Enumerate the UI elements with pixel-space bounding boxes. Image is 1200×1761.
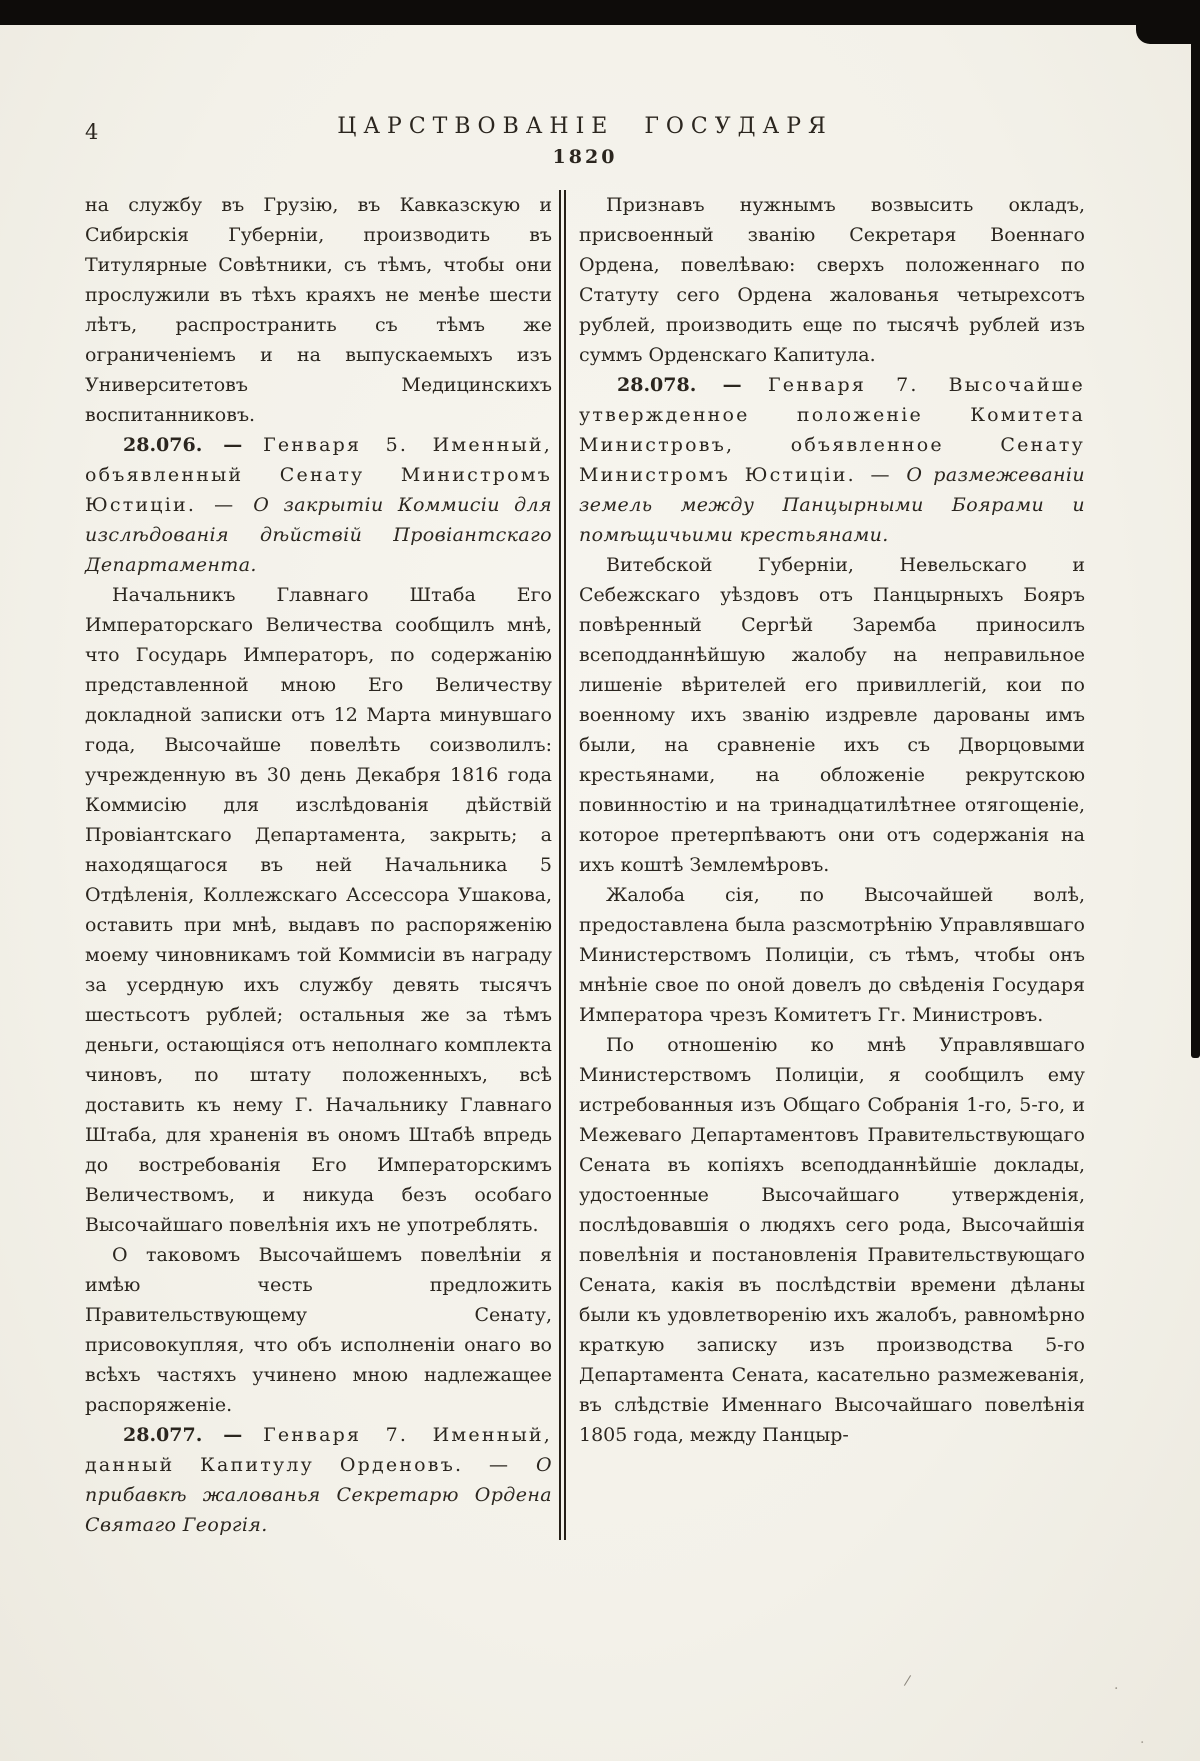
column-divider (559, 190, 566, 1540)
law-28078-number: 28.078. — (617, 374, 769, 396)
scan-speck: · (1140, 1735, 1145, 1751)
body-paragraph: Начальникъ Главнаго Штаба Его Императорскаго Величества сообщилъ мнѣ, что Государь Императоръ, по содержанію представленной мною Его Величеству докладной записки отъ 12 Марта минувшаго года, Высочайше повелѣть соизволилъ: учрежденную въ 30 день Декабря 1816 года Коммисію для изслѣдованія дѣйствій Провіантскаго Департамента, закрыть; а находящагося въ ней Начальника 5 Отдѣленія, Коллежскаго Ассессора Ушакова, оставить при мнѣ, выдавъ по распоряженію моему чиновникамъ той Коммисіи въ награду за усердную ихъ службу девять тысячъ шестьсотъ рублей; остальныя же за тѣмъ деньги, остающіяся отъ неполнаго комплекта чиновъ, по штату положенныхъ, всѣ доставить къ нему Г. Начальнику Главнаго Штаба, для храненія въ ономъ Штабѣ впредь до востребованія Его Императорскимъ Величествомъ, и никуда безъ особаго Высочайшаго повелѣнія ихъ не употреблять. (85, 584, 552, 1236)
body-paragraph: Жалоба сія, по Высочайшей волѣ, предоставлена была разсмотрѣнію Управлявшаго Министерствомъ Полиціи, съ тѣмъ, чтобы онъ мнѣніе свое по оной довелъ до свѣденія Государя Императора чрезъ Комитетъ Гг. Министровъ. (579, 884, 1085, 1026)
continuation-paragraph: на службу въ Грузію, въ Кавказскую и Сибирскія Губерніи, производить въ Титулярные Совѣтники, съ тѣмъ, чтобы они прослужили въ тѣхъ краяхъ не менѣе шести лѣтъ, распространить съ тѣмъ же ограниченіемъ и на выпускаемыхъ изъ Университетовъ Медицинскихъ воспитанниковъ. (85, 194, 552, 426)
law-28076-heading (85, 430, 552, 580)
page-number: 4 (85, 120, 100, 144)
scan-edge-top (0, 0, 1200, 25)
right-column (579, 190, 1085, 1540)
law-28076-number: 28.076. — (123, 434, 264, 456)
law-28077-heading (85, 1420, 552, 1540)
law-28076-title: О закрытіи Коммисіи для изслѣдованія дѣйствій Провіантскаго Департамента. (85, 494, 552, 576)
law-28077-type: Генваря 7. Именный, данный Капитулу Орденовъ. — (85, 1424, 552, 1476)
law-28076-type: Генваря 5. Именный, объявленный Сенату Министромъ Юстиціи. — (85, 434, 552, 516)
page-header (85, 114, 1085, 168)
running-title: ЦАРСТВОВАНІЕ ГОСУДАРЯ (337, 114, 833, 139)
law-28077-title: О прибавкѣ жалованья Секретарю Ордена Святаго Георгія. (85, 1454, 552, 1536)
body-paragraph: Витебской Губерніи, Невельскаго и Себежскаго уѣздовъ отъ Панцырныхъ Бояръ повѣренный Сергѣй Заремба приносилъ всеподданнѣйшую жалобу на неправильное лишеніе вѣрителей его привиллегій, кои по военному ихъ званію издревле дарованы имъ были, на сравненіе ихъ съ Дворцовыми крестьянами, на обложеніе рекрутскою повинностію и на тринадцатилѣтнее отягощеніе, которое претерпѣваютъ они отъ содержанія на ихъ коштѣ Землемѣровъ. (579, 554, 1085, 876)
law-28078-type: Генваря 7. Высочайше утвержденное положеніе Комитета Министровъ, объявленное Сенату Министромъ Юстиціи. — (579, 374, 1085, 486)
text-columns (85, 190, 1085, 1540)
body-paragraph: По отношенію ко мнѣ Управлявшаго Министерствомъ Полиціи, я сообщилъ ему истребованныя изъ Общаго Собранія 1-го, 5-го, и Межеваго Департаментовъ Правительствующаго Сената въ копіяхъ всеподданнѣйшіе доклады, удостоенные Высочайшаго утвержденія, послѣдовавшія о людяхъ сего рода, Высочайшія повелѣнія и постановленія Правительствующаго Сената, какія въ послѣдствіи времени дѣланы были къ удовлетворенію ихъ жалобъ, равномѣрно краткую записку изъ производства 5-го Департамента Сената, касательно размежеванія, въ слѣдствіе Именнаго Высочайшаго повелѣнія 1805 года, между Панцыр- (579, 1034, 1085, 1446)
body-paragraph: Признавъ нужнымъ возвысить окладъ, присвоенный званію Секретаря Военнаго Ордена, повелѣваю: сверхъ положеннаго по Статуту сего Ордена жалованья четырехсотъ рублей, производить еще по тысячѣ рублей изъ суммъ Орденскаго Капитула. (579, 194, 1085, 366)
scan-speck: / (903, 1672, 912, 1690)
scan-edge-right (1191, 0, 1200, 1058)
body-paragraph: О таковомъ Высочайшемъ повелѣніи я имѣю честь предложить Правительствующему Сенату, присовокупляя, что объ исполненіи онаго во всѣхъ частяхъ учинено мною надлежащее распоряженіе. (85, 1244, 552, 1416)
left-column (85, 190, 552, 1540)
law-28078-title: О размежеваніи земель между Панцырными Боярами и помѣщичьими крестьянами. (579, 464, 1085, 546)
scan-speck: · (1114, 1681, 1119, 1697)
law-28078-heading (579, 370, 1085, 550)
year-heading: 1820 (552, 146, 618, 168)
law-28077-number: 28.077. — (123, 1424, 264, 1446)
